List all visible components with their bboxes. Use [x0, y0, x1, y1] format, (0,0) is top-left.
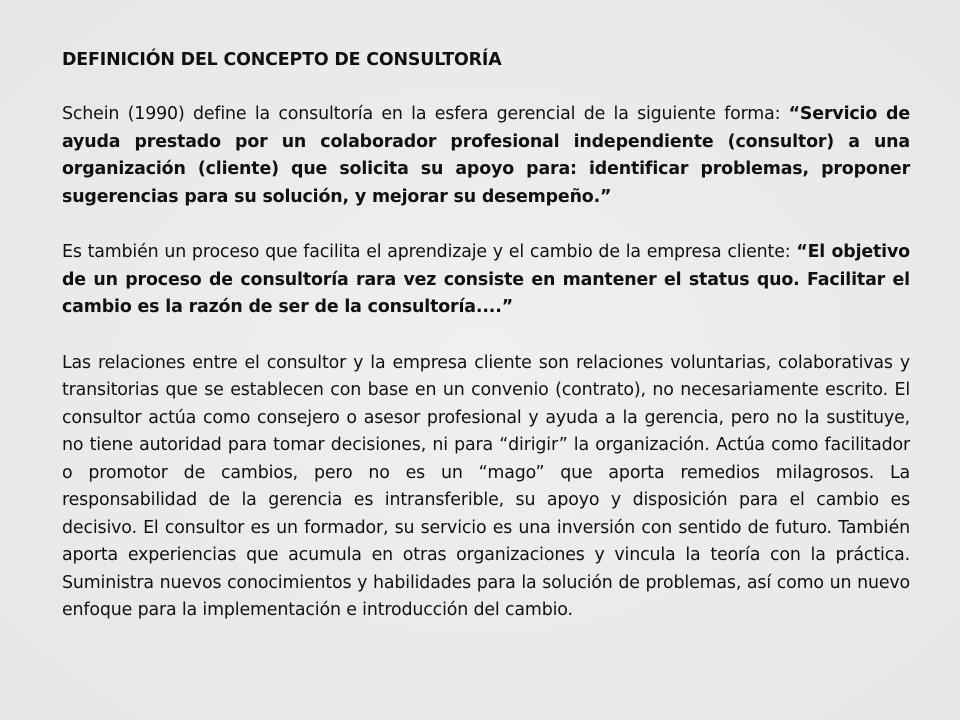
slide-title: DEFINICIÓN DEL CONCEPTO DE CONSULTORÍA	[62, 50, 502, 70]
process-paragraph	[62, 239, 910, 322]
slide-content	[62, 46, 910, 625]
relations-paragraph: Las relaciones entre el consultor y la empresa cliente son relaciones voluntarias, colaborativas y transitorias que se establecen con base en un convenio (contrato), no necesariamente escrito. El consultor actúa como consejero o asesor profesional y ayuda a la gerencia, pero no la sustituye, no tiene autoridad para tomar decisiones, ni para “dirigir” la organización. Actúa como facilitador o promotor de cambios, pero no es un “mago” que aporta remedios milagrosos. La responsabilidad de la gerencia es intransferible, su apoyo y disposición para el cambio es decisivo. El consultor es un formador, su servicio es una inversión con sentido de futuro. También aporta experiencias que acumula en otras organizaciones y vincula la teoría con la práctica. Suministra nuevos conocimientos y habilidades para la solución de problemas, así como un nuevo enfoque para la implementación e introducción del cambio.	[62, 352, 910, 620]
process-quote: “El objetivo de un proceso de consultoría rara vez consiste en mantener el status quo. Facilitar el cambio es la razón de ser de la consultoría....”	[62, 242, 910, 317]
schein-definition-paragraph	[62, 101, 910, 211]
schein-intro-text: Schein (1990) define la consultoría en la esfera gerencial de la siguiente forma:	[62, 104, 789, 124]
schein-quote: “Servicio de ayuda prestado por un colaborador profesional independiente (consultor) a una organización (cliente) que solicita su apoyo para: identificar problemas, proponer sugerencias para su solución, y mejorar su desempeño.”	[62, 104, 910, 207]
process-intro-text: Es también un proceso que facilita el aprendizaje y el cambio de la empresa cliente:	[62, 242, 797, 262]
